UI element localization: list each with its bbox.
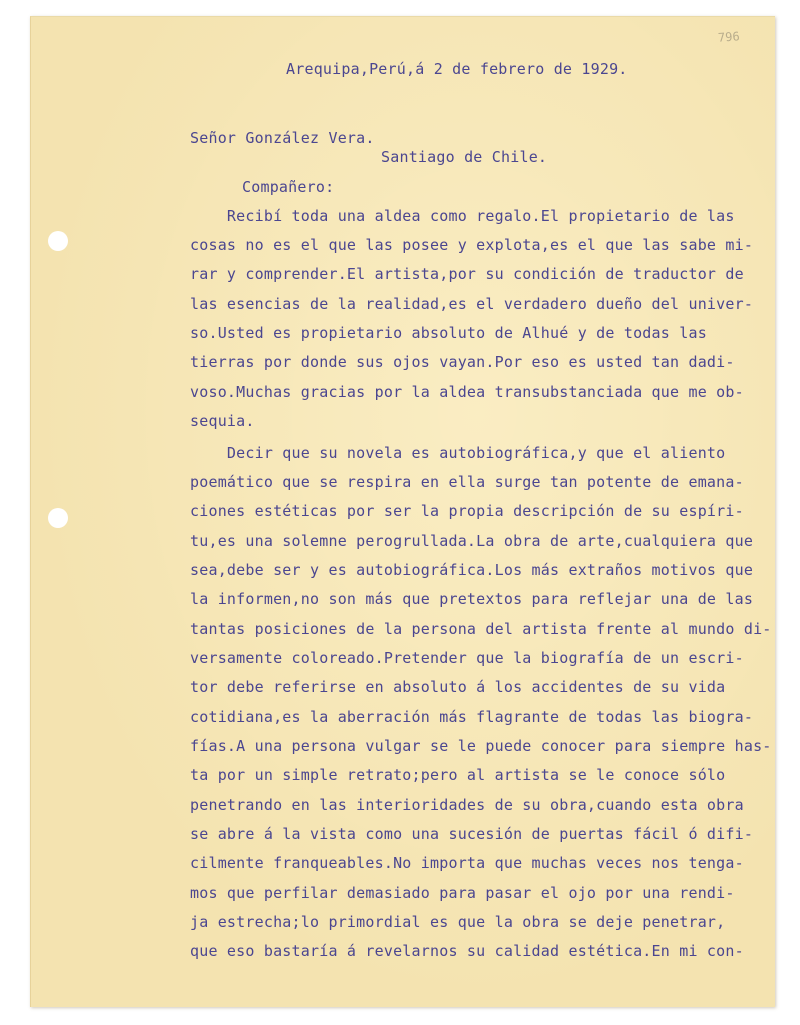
- body-line: que eso bastaría á revelarnos su calidad estética.En mi con-: [190, 942, 744, 960]
- body-line: poemático que se respira en ella surge tan potente de emana-: [190, 473, 744, 491]
- recipient-city: Santiago de Chile.: [381, 148, 548, 166]
- body-line: tu,es una solemne perogrullada.La obra de arte,cualquiera que: [190, 532, 754, 550]
- body-line: mos que perfilar demasiado para pasar el ojo por una rendi-: [190, 884, 735, 902]
- body-line: fías.A una persona vulgar se le puede conocer para siempre has-: [190, 737, 772, 755]
- punch-hole-upper: [48, 231, 68, 251]
- body-line: versamente coloreado.Pretender que la biografía de un escri-: [190, 649, 744, 667]
- punch-hole-lower: [48, 508, 68, 528]
- letter-date: Arequipa,Perú,á 2 de febrero de 1929.: [286, 60, 628, 78]
- body-line: voso.Muchas gracias por la aldea transubstanciada que me ob-: [190, 383, 744, 401]
- archive-number: 796: [717, 29, 741, 45]
- body-line: ciones estéticas por ser la propia descripción de su espíri-: [190, 502, 744, 520]
- body-line: cilmente franqueables.No importa que muchas veces nos tenga-: [190, 854, 744, 872]
- body-line: las esencias de la realidad,es el verdadero dueño del univer-: [190, 295, 754, 313]
- body-line: Decir que su novela es autobiográfica,y que el aliento: [190, 444, 726, 462]
- body-line: se abre á la vista como una sucesión de puertas fácil ó difi-: [190, 825, 754, 843]
- recipient-name: Señor González Vera.: [190, 129, 375, 147]
- body-line: tierras por donde sus ojos vayan.Por eso es usted tan dadi-: [190, 353, 735, 371]
- body-line: rar y comprender.El artista,por su condición de traductor de: [190, 265, 744, 283]
- body-line: penetrando en las interioridades de su obra,cuando esta obra: [190, 796, 744, 814]
- body-line: tantas posiciones de la persona del artista frente al mundo di-: [190, 620, 772, 638]
- body-line: sequia.: [190, 412, 255, 430]
- body-line: so.Usted es propietario absoluto de Alhué y de todas las: [190, 324, 707, 342]
- body-line: Recibí toda una aldea como regalo.El propietario de las: [190, 207, 735, 225]
- body-line: sea,debe ser y es autobiográfica.Los más extraños motivos que: [190, 561, 754, 579]
- body-line: cosas no es el que las posee y explota,es el que las sabe mi-: [190, 236, 754, 254]
- body-line: la informen,no son más que pretextos para reflejar una de las: [190, 590, 754, 608]
- letter-greeting: Compañero:: [242, 178, 335, 196]
- body-line: tor debe referirse en absoluto á los accidentes de su vida: [190, 678, 726, 696]
- body-line: ta por un simple retrato;pero al artista se le conoce sólo: [190, 766, 726, 784]
- body-line: cotidiana,es la aberración más flagrante de todas las biogra-: [190, 708, 754, 726]
- body-line: ja estrecha;lo primordial es que la obra se deje penetrar,: [190, 913, 726, 931]
